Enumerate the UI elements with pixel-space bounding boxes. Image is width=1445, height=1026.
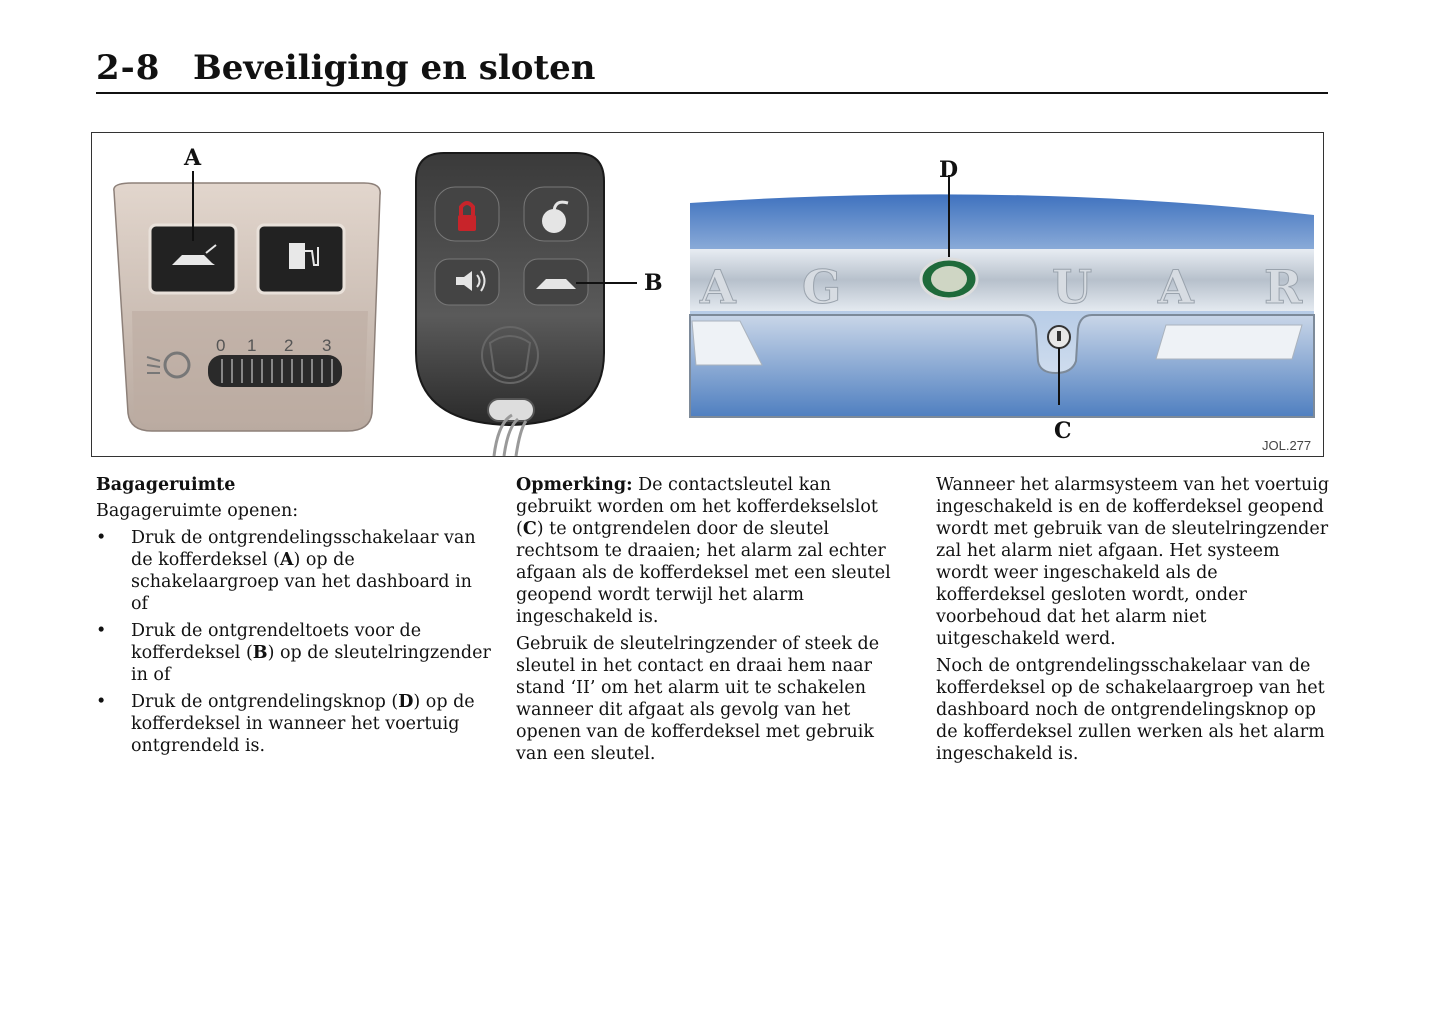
- dial-mark-2: 2: [284, 336, 294, 355]
- callout-d: D: [939, 157, 959, 183]
- callout-c: C: [1054, 418, 1072, 444]
- key-fob: [416, 153, 663, 456]
- figure-reference-code: JOL.277: [1262, 438, 1312, 453]
- list-item: • Druk de ontgrendelingsknop (D) op de kofferdeksel in wanneer het voertuig ontgrendeld is.: [96, 692, 475, 756]
- illustration-frame: [91, 132, 1324, 457]
- badge-letter-a2: A: [1158, 260, 1194, 314]
- dial-mark-1: 1: [247, 336, 257, 355]
- boot-lid: [690, 157, 1314, 453]
- column-1: [96, 474, 491, 762]
- callout-b: B: [644, 270, 663, 296]
- badge-letter-g: G: [802, 260, 842, 314]
- lock-icon: [458, 215, 476, 231]
- badge-letter-a1: A: [700, 260, 736, 314]
- fuel-flap-icon: [289, 243, 305, 269]
- intro-text: Bagageruimte openen:: [96, 501, 299, 521]
- dashboard-switch-panel: [114, 145, 380, 431]
- badge-letter-r: R: [1264, 260, 1303, 314]
- dial-mark-0: 0: [216, 336, 226, 355]
- dial-mark-3: 3: [322, 336, 332, 355]
- badge-letter-u: U: [1052, 260, 1093, 314]
- page-number: 2-8: [96, 48, 161, 88]
- bullet-list: [96, 527, 491, 757]
- paragraph: Gebruik de sleutelringzender of steek de sleutel in het contact en draai hem naar stand ‘II’ om het alarm uit te schakelen wanneer dit afgaat als gevolg van het openen van de kofferdeksel met gebruik van een sleutel.: [516, 634, 880, 764]
- illustration: [92, 133, 1323, 456]
- paragraph: Noch de ontgrendelingsschakelaar van de kofferdeksel op de schakelaargroep van het dashboard noch de ontgrendelingsknop op de kofferdeksel zullen werken als het alarm ingeschakeld is.: [936, 656, 1325, 764]
- list-item: • Druk de ontgrendelingsschakelaar van de kofferdeksel (A) op de schakelaargroep van het dashboard in of: [96, 528, 476, 614]
- column-2: [516, 474, 911, 770]
- note-paragraph: Opmerking: De contactsleutel kan gebruikt worden om het kofferdekselslot (C) te ontgrendelen door de sleutel rechtsom te draaien; het alarm zal echter afgaan als de kofferdeksel met een sleutel geopend wordt terwijl het alarm ingeschakeld is.: [516, 475, 891, 627]
- callout-a: A: [184, 145, 202, 171]
- page-header: [96, 44, 1328, 94]
- page-title: Beveiliging en sloten: [193, 48, 596, 88]
- list-item: • Druk de ontgrendeltoets voor de kofferdeksel (B) op de sleutelringzender in of: [96, 621, 491, 685]
- paragraph: Wanneer het alarmsysteem van het voertuig ingeschakeld is en de kofferdeksel geopend wordt met gebruik van de sleutelringzender zal het alarm niet afgaan. Het systeem wordt weer ingeschakeld als de kofferdeksel gesloten wordt, onder voorbehoud dat het alarm niet uitgeschakeld werd.: [936, 475, 1330, 649]
- section-heading: Bagageruimte: [96, 475, 236, 495]
- column-3: [936, 474, 1331, 770]
